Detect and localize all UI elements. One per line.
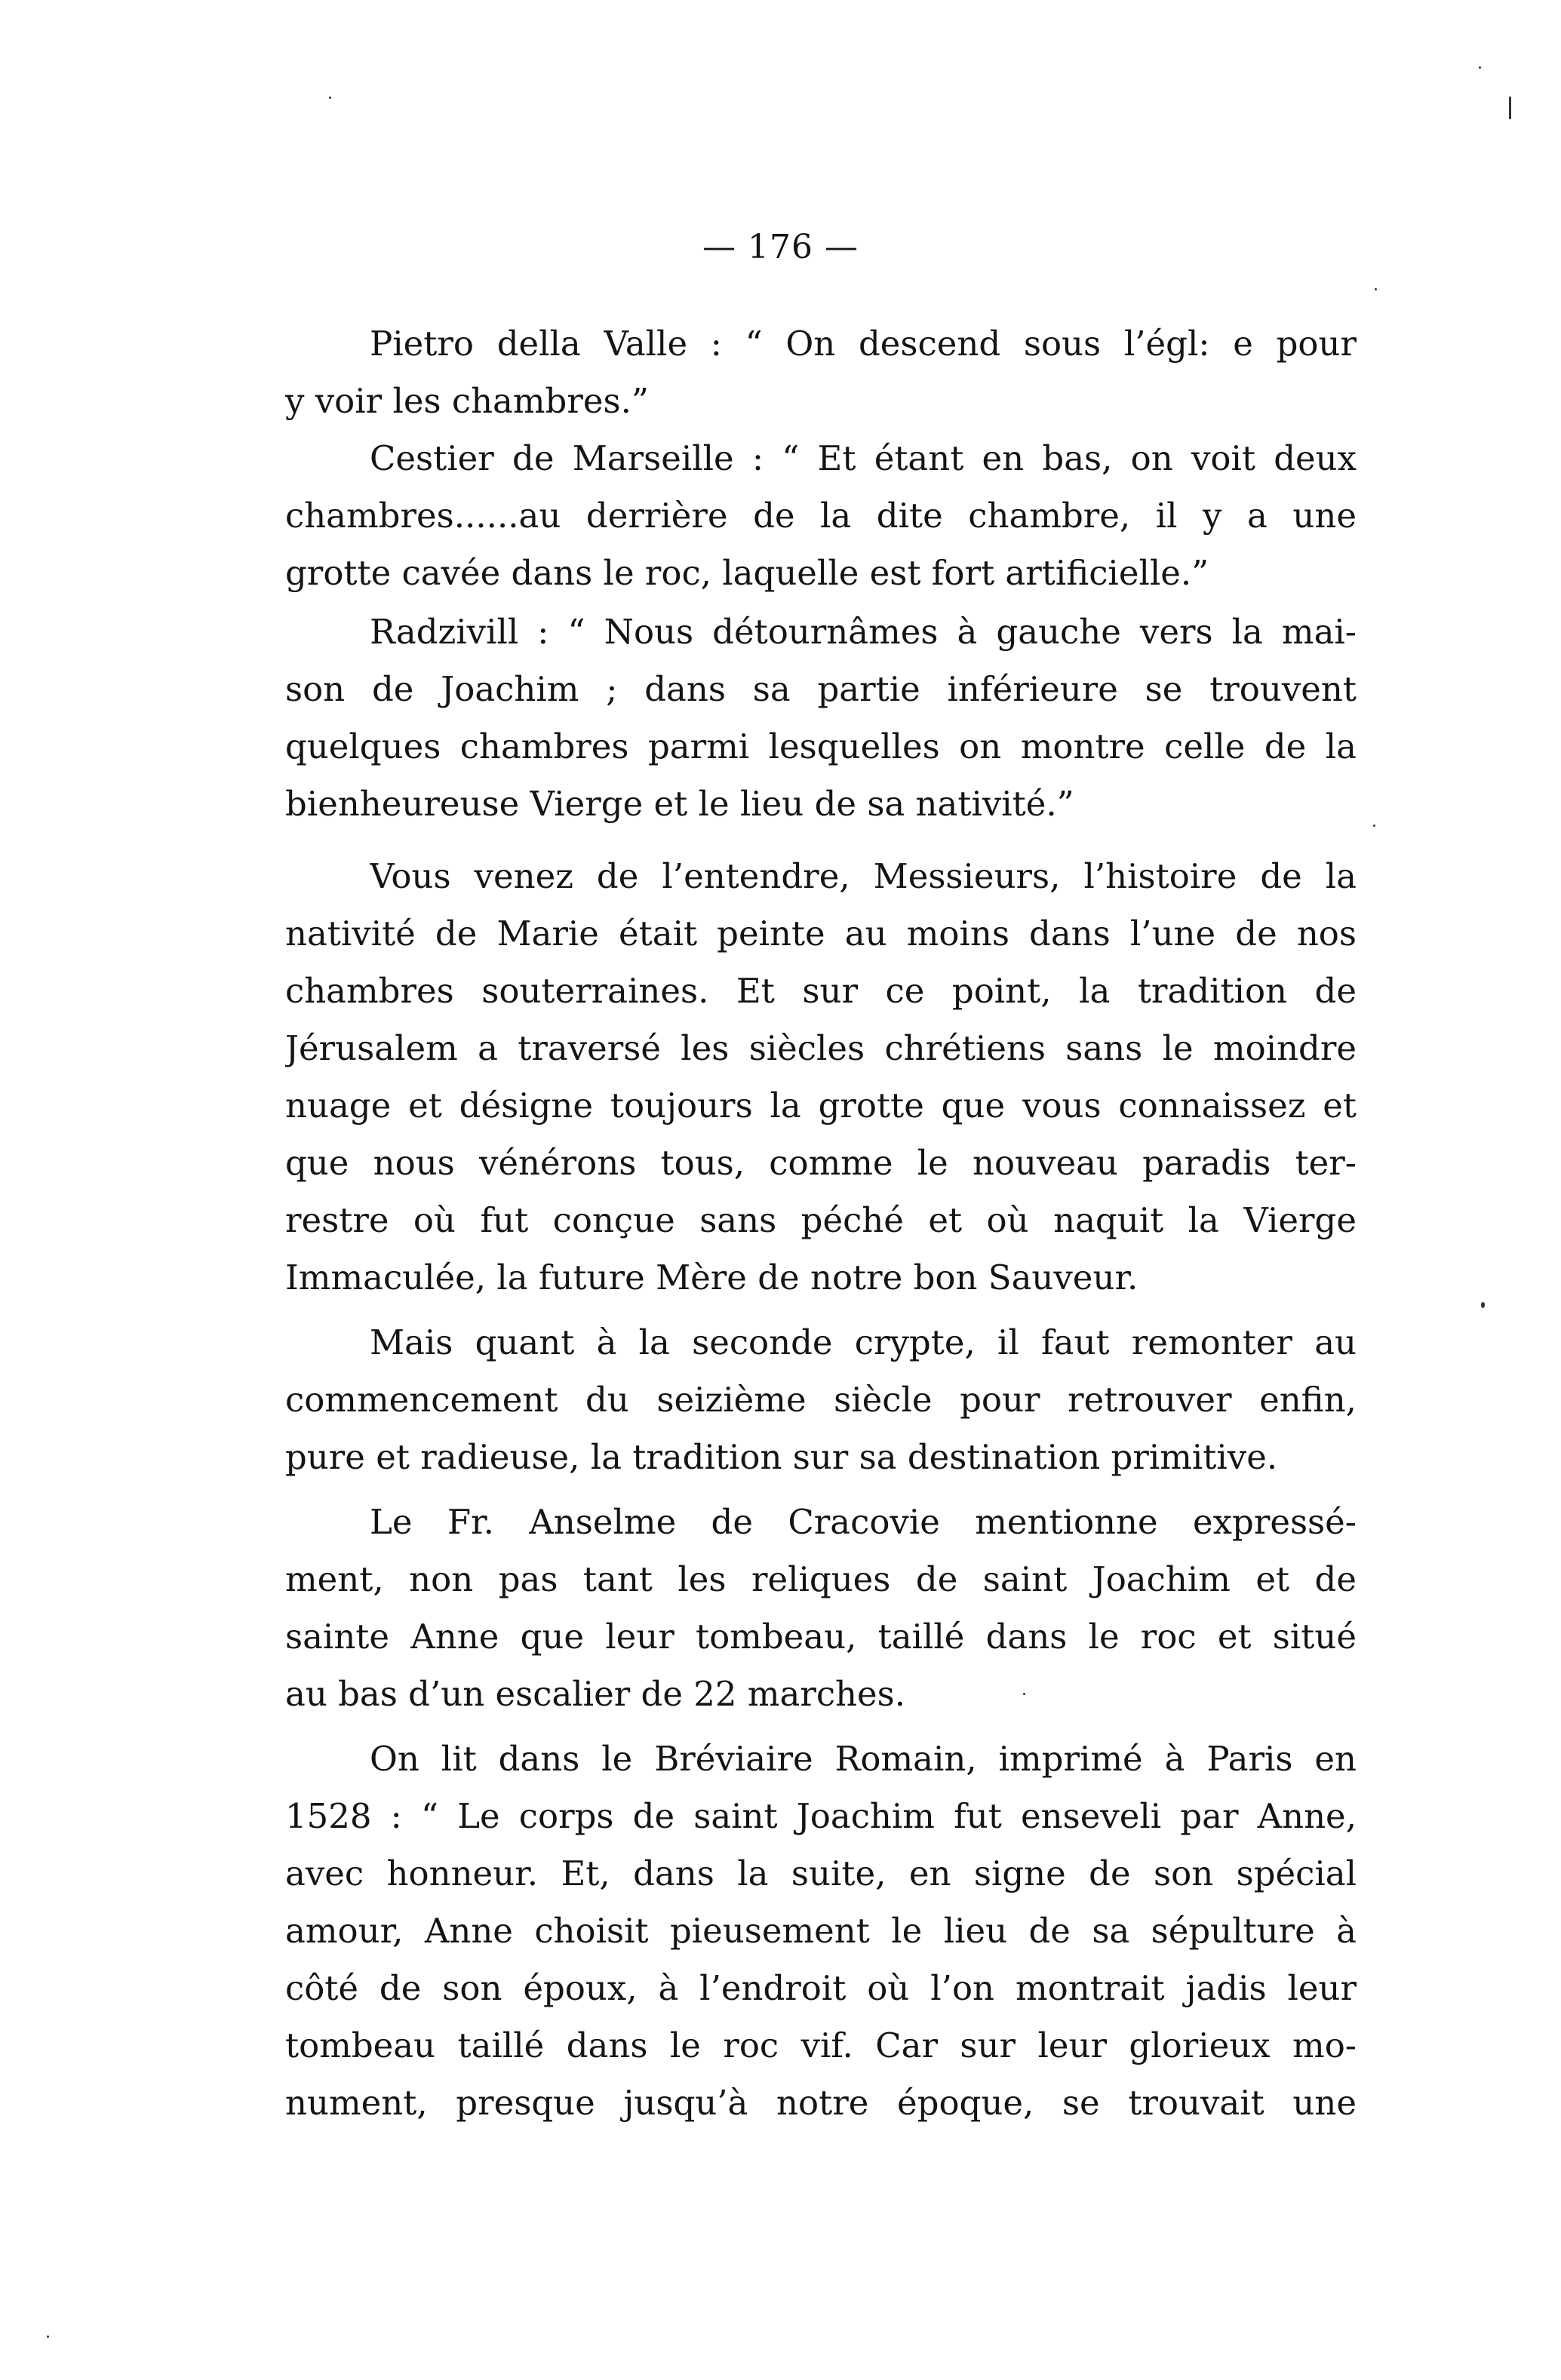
- text-line: pure et radieuse, la tradition sur sa destination primitive.: [285, 1437, 1278, 1477]
- text-line: Vous venez de l’entendre, Messieurs, l’histoire de la: [370, 856, 1357, 896]
- text-line: chambres souterraines. Et sur ce point, la tradition de: [285, 971, 1357, 1011]
- text-line: chambres......au derrière de la dite chambre, il y a une: [285, 496, 1357, 536]
- page-number: — 176 —: [702, 228, 859, 266]
- text-line: Pietro della Valle : “ On descend sous l’égl: e pour: [370, 324, 1357, 364]
- text-line: bienheureuse Vierge et le lieu de sa nativité.”: [285, 784, 1074, 824]
- text-line: Immaculée, la future Mère de notre bon Sauveur.: [285, 1258, 1138, 1297]
- scan-speck: [329, 97, 331, 99]
- text-line: amour, Anne choisit pieusement le lieu de sa sépulture à: [285, 1911, 1357, 1951]
- text-line: nument, presque jusqu’à notre époque, se trouvait une: [285, 2083, 1357, 2123]
- text-line: Radzivill : “ Nous détournâmes à gauche vers la mai-: [370, 612, 1357, 652]
- text-line: Le Fr. Anselme de Cracovie mentionne expressé-: [370, 1502, 1357, 1542]
- text-line: avec honneur. Et, dans la suite, en signe de son spécial: [285, 1853, 1357, 1893]
- text-line: Cestier de Marseille : “ Et étant en bas, on voit deux: [370, 438, 1357, 478]
- text-line: On lit dans le Bréviaire Romain, imprimé à Paris en: [370, 1739, 1357, 1779]
- scan-speck: [1373, 825, 1375, 827]
- text-line: commencement du seizième siècle pour retrouver enfin,: [285, 1380, 1357, 1420]
- scan-speck: [1375, 288, 1377, 290]
- text-line: y voir les chambres.”: [285, 381, 649, 421]
- text-line: tombeau taillé dans le roc vif. Car sur leur glorieux mo-: [285, 2025, 1357, 2065]
- text-line: au bas d’un escalier de 22 marches.: [285, 1674, 906, 1714]
- text-line: que nous vénérons tous, comme le nouveau paradis ter-: [285, 1143, 1357, 1183]
- text-line: Mais quant à la seconde crypte, il faut remonter au: [370, 1322, 1357, 1362]
- text-line: Jérusalem a traversé les siècles chrétiens sans le moindre: [285, 1028, 1357, 1068]
- scan-speck: [1479, 66, 1481, 69]
- text-line: nuage et désigne toujours la grotte que vous connaissez et: [285, 1086, 1357, 1126]
- scan-speck: [1481, 1302, 1485, 1308]
- text-line: côté de son époux, à l’endroit où l’on montrait jadis leur: [285, 1968, 1357, 2008]
- text-line: ment, non pas tant les reliques de saint Joachim et de: [285, 1559, 1357, 1599]
- text-line: 1528 : “ Le corps de saint Joachim fut enseveli par Anne,: [285, 1796, 1357, 1836]
- text-line: grotte cavée dans le roc, laquelle est fort artificielle.”: [285, 553, 1209, 593]
- text-line: restre où fut conçue sans péché et où naquit la Vierge: [285, 1200, 1357, 1240]
- scan-speck: [1023, 1693, 1025, 1695]
- scan-mark: [1509, 97, 1511, 119]
- scan-speck: [47, 2335, 49, 2338]
- text-line: quelques chambres parmi lesquelles on montre celle de la: [285, 726, 1357, 766]
- text-line: son de Joachim ; dans sa partie inférieure se trouvent: [285, 669, 1357, 709]
- text-line: nativité de Marie était peinte au moins dans l’une de nos: [285, 914, 1357, 954]
- text-line: sainte Anne que leur tombeau, taillé dans le roc et situé: [285, 1617, 1357, 1657]
